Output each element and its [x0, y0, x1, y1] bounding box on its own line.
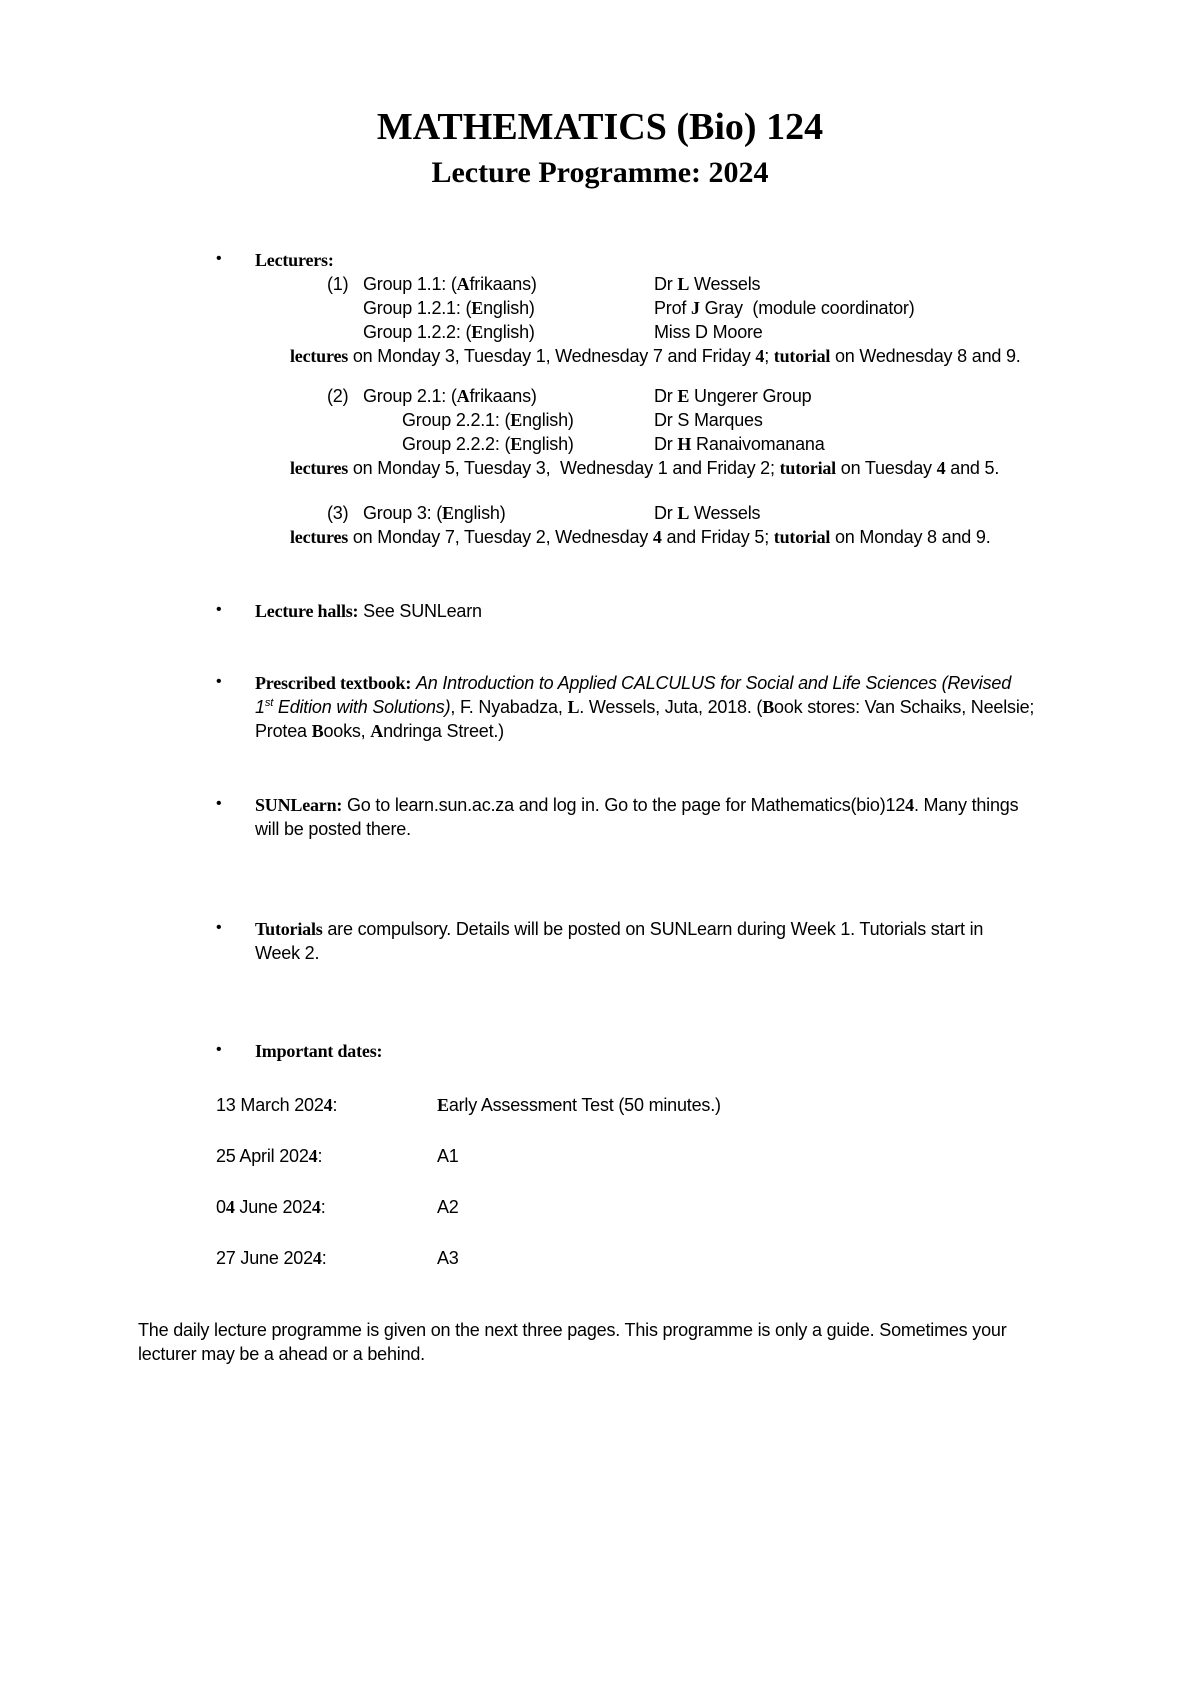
bullet-icon: •: [216, 795, 222, 812]
lecture-halls-item: [0, 599, 1200, 623]
sunlearn-item: [0, 793, 1200, 841]
lecturers-section-heading: [0, 248, 1200, 272]
group-row: [327, 320, 1200, 344]
tutorials-item: [0, 917, 1200, 965]
date-row: [216, 1144, 1200, 1168]
group-label: Group 1.2.1: (English): [363, 298, 535, 318]
bullet-icon: •: [216, 601, 222, 618]
group-row: [327, 501, 1200, 525]
lectures-schedule-line: lectures on Monday 7, Tuesday 2, Wednesday 4 and Friday 5; tutorial on Monday 8 and 9.: [290, 527, 991, 547]
date-label: 25 April 2024:: [216, 1146, 323, 1166]
group-number: (3): [327, 503, 349, 523]
group-label: Group 2.2.1: (English): [402, 410, 574, 430]
group-label: Group 1.1: (Afrikaans): [363, 274, 537, 294]
footer-note: [138, 1318, 1070, 1366]
lecturers-group-2: [0, 384, 1200, 480]
group-row: [327, 272, 1200, 296]
lecturers-group-1: [0, 272, 1200, 368]
date-label: 13 March 2024:: [216, 1095, 338, 1115]
bullet-icon: •: [216, 673, 222, 690]
lecturer-name: Dr S Marques: [654, 410, 763, 430]
bullet-icon: •: [216, 919, 222, 936]
tutorials-line: Tutorials are compulsory. Details will be posted on SUNLearn during Week 1. Tutorials start in: [255, 919, 984, 939]
section-heading: Lecturers:: [255, 250, 334, 270]
note-line: The daily lecture programme is given on the next three pages. This programme is only a guide. Sometimes your: [138, 1320, 1007, 1340]
group-row: [327, 408, 1200, 432]
bullet-icon: •: [216, 250, 222, 267]
group-number: (1): [327, 274, 349, 294]
note-line: lecturer may be a ahead or a behind.: [138, 1344, 425, 1364]
textbook-line: 1st Edition with Solutions), F. Nyabadza, L. Wessels, Juta, 2018. (Book stores: Van Schaiks, Neelsie;: [255, 697, 1035, 717]
date-description: A1: [437, 1146, 459, 1166]
course-subtitle: Lecture Programme: 2024: [431, 156, 769, 189]
group-row: [327, 384, 1200, 408]
section-heading: Important dates:: [255, 1041, 383, 1061]
important-dates-heading: [0, 1039, 1200, 1063]
date-row: [216, 1195, 1200, 1219]
date-label: 27 June 2024:: [216, 1248, 327, 1268]
lecturer-name: Dr L Wessels: [654, 503, 761, 523]
date-row: [216, 1093, 1200, 1117]
lecturers-group-3: [0, 501, 1200, 549]
group-number: (2): [327, 386, 349, 406]
lectures-schedule-line: lectures on Monday 3, Tuesday 1, Wednesday 7 and Friday 4; tutorial on Wednesday 8 and 9.: [290, 346, 1021, 366]
date-row: [216, 1246, 1200, 1270]
group-label: Group 1.2.2: (English): [363, 322, 535, 342]
sunlearn-line: SUNLearn: Go to learn.sun.ac.za and log in. Go to the page for Mathematics(bio)124. Many things: [255, 795, 1019, 815]
lecturer-name: Miss D Moore: [654, 322, 763, 342]
lecturer-name: Prof J Gray (module coordinator): [654, 298, 915, 318]
textbook-item: [0, 671, 1200, 743]
date-description: A2: [437, 1197, 459, 1217]
group-label: Group 2.1: (Afrikaans): [363, 386, 537, 406]
course-title: MATHEMATICS (Bio) 124: [376, 106, 824, 148]
lecture-halls-text: Lecture halls: See SUNLearn: [255, 601, 482, 621]
textbook-line: Protea Books, Andringa Street.): [255, 721, 504, 741]
date-label: 04 June 2024:: [216, 1197, 326, 1217]
tutorials-line: Week 2.: [255, 943, 320, 963]
textbook-line: Prescribed textbook: An Introduction to Applied CALCULUS for Social and Life Sciences (Revised: [255, 673, 1012, 693]
lecturer-name: Dr H Ranaivomanana: [654, 434, 825, 454]
lecturer-name: Dr L Wessels: [654, 274, 761, 294]
group-row: [327, 296, 1200, 320]
date-description: Early Assessment Test (50 minutes.): [437, 1095, 721, 1115]
group-label: Group 2.2.2: (English): [402, 434, 574, 454]
date-description: A3: [437, 1248, 459, 1268]
group-label: Group 3: (English): [363, 503, 506, 523]
group-row: [327, 432, 1200, 456]
bullet-icon: •: [216, 1041, 222, 1058]
lecturer-name: Dr E Ungerer Group: [654, 386, 812, 406]
lectures-schedule-line: lectures on Monday 5, Tuesday 3, Wednesday 1 and Friday 2; tutorial on Tuesday 4 and 5.: [290, 458, 1000, 478]
sunlearn-line: will be posted there.: [255, 819, 411, 839]
